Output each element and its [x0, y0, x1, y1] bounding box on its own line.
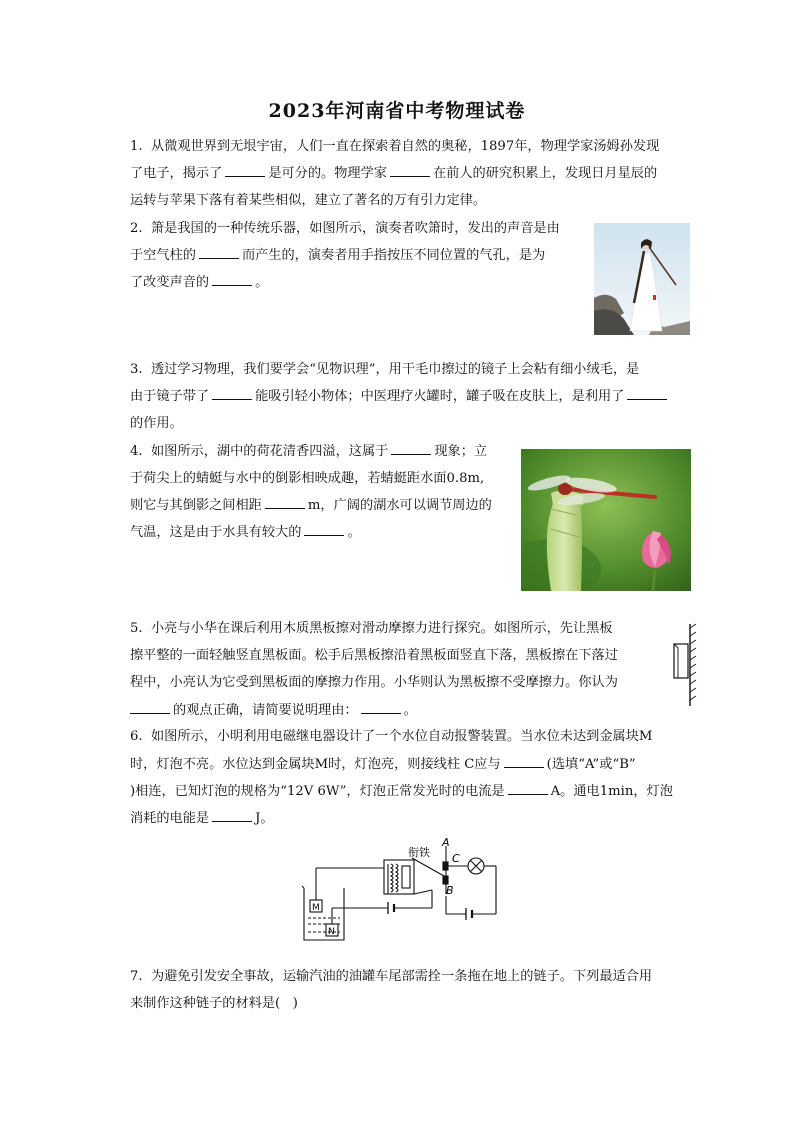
q3-line1: 3. 透过学习物理，我们要学会“见物识理”，用干毛巾擦过的镜子上会粘有细小绒毛，是	[130, 362, 640, 377]
q6-line1: 6. 如图所示，小明利用电磁继电器设计了一个水位自动报警装置。当水位未达到金属块M	[130, 729, 653, 744]
label-b: B	[446, 884, 454, 897]
label-a: A	[442, 836, 450, 849]
label-c: C	[452, 852, 460, 865]
q6-text: J。	[255, 811, 274, 826]
q3-text: 由于镜子带了	[130, 389, 210, 404]
answer-blank[interactable]	[504, 753, 544, 768]
label-armature: 衔铁	[408, 846, 430, 859]
q1-line3: 运转与苹果下落有着某些相似，建立了著名的万有引力定律。	[130, 193, 487, 208]
q6-text: (选填“A”或“B”	[546, 757, 636, 772]
answer-blank[interactable]	[508, 780, 548, 795]
q4-text: 现象；立	[434, 444, 488, 459]
answer-blank[interactable]	[212, 807, 252, 822]
label-m: M	[312, 903, 320, 913]
q4-text: 则它与其倒影之间相距	[130, 498, 262, 513]
q6-text: A。通电1min，灯泡	[550, 784, 673, 799]
answer-blank[interactable]	[391, 440, 431, 455]
q6-line2	[130, 751, 636, 779]
q3-line2	[130, 383, 670, 411]
q2-line1: 2. 箫是我国的一种传统乐器，如图所示，演奏者吹箫时，发出的声音是由	[130, 221, 560, 236]
q2-line3	[130, 269, 268, 297]
q4-line2: 于荷尖上的蜻蜓与水中的倒影相映成趣，若蜻蜓距水面0.8m,	[130, 471, 485, 486]
q2-text: 。	[255, 275, 269, 290]
q2-text: 于空气柱的	[130, 248, 196, 263]
q5-line1: 5. 小亮与小华在课后利用木质黑板擦对滑动摩擦力进行探究。如图所示，先让黑板	[130, 621, 613, 636]
q4-text: 气温，这是由于水具有较大的	[130, 525, 302, 540]
q4-text: m，广阔的湖水可以调节周边的	[307, 498, 492, 513]
q6-text: 时，灯泡不亮。水位达到金属块M时，灯泡亮，则接线柱 C应与	[130, 757, 501, 772]
q4-text: 4. 如图所示，湖中的荷花清香四溢，这属于	[130, 444, 389, 459]
q6-text: )相连，已知灯泡的规格为“12V 6W”，灯泡正常发光时的电流是	[130, 784, 505, 799]
q5-line3: 程中，小亮认为它受到黑板面的摩擦力作用。小华则认为黑板擦不受摩擦力。你认为	[130, 675, 618, 690]
q2-text: 而产生的，演奏者用手指按压不同位置的气孔，是为	[241, 248, 546, 263]
q6-text: 消耗的电能是	[130, 811, 210, 826]
q4-line3	[130, 492, 492, 520]
flute-player-image	[594, 223, 690, 335]
label-n: N	[328, 927, 335, 937]
q1-text: 了电子，揭示了	[130, 166, 223, 181]
q4-text: 。	[347, 525, 361, 540]
answer-blank[interactable]	[361, 699, 401, 714]
answer-blank[interactable]	[225, 162, 265, 177]
q2-text: 了改变声音的	[130, 275, 210, 290]
answer-blank[interactable]	[130, 699, 170, 714]
q3-text: 能吸引轻小物体；中医理疗火罐时，罐子吸在皮肤上，是利用了	[255, 389, 625, 404]
answer-blank[interactable]	[390, 162, 430, 177]
q1-line2	[130, 160, 657, 188]
q4-line1	[130, 438, 487, 466]
q7-line1: 7. 为避免引发安全事故，运输汽油的油罐车尾部需拴一条拖在地上的链子。下列最适合用	[130, 969, 653, 984]
blackboard-eraser-diagram	[662, 622, 698, 708]
q5-text: 的观点正确，请简要说明理由：	[173, 703, 358, 718]
q4-line4	[130, 519, 361, 547]
q7-line2: 来制作这种链子的材料是( )	[130, 996, 298, 1011]
answer-blank[interactable]	[627, 385, 667, 400]
q6-line3	[130, 778, 673, 806]
q5-text: 。	[403, 703, 417, 718]
answer-blank[interactable]	[212, 385, 252, 400]
q1-text: 是可分的。物理学家	[268, 166, 387, 181]
water-alarm-circuit-diagram	[296, 836, 506, 944]
q5-line4	[130, 697, 417, 725]
answer-blank[interactable]	[265, 494, 305, 509]
q2-line2	[130, 242, 545, 270]
dragonfly-lotus-image	[521, 449, 691, 591]
q3-line3: 的作用。	[130, 416, 183, 431]
q1-line1: 1. 从微观世界到无垠宇宙，人们一直在探索着自然的奥秘，1897年，物理学家汤姆孙发现	[130, 139, 660, 154]
q6-line4	[130, 805, 274, 833]
answer-blank[interactable]	[212, 271, 252, 286]
q1-text: 在前人的研究积累上，发现日月星辰的	[433, 166, 658, 181]
answer-blank[interactable]	[199, 244, 239, 259]
q5-line2: 擦平整的一面轻触竖直黑板面。松手后黑板擦沿着黑板面竖直下落，黑板擦在下落过	[130, 648, 618, 663]
page-title: 2023年河南省中考物理试卷	[268, 100, 526, 122]
answer-blank[interactable]	[304, 521, 344, 536]
